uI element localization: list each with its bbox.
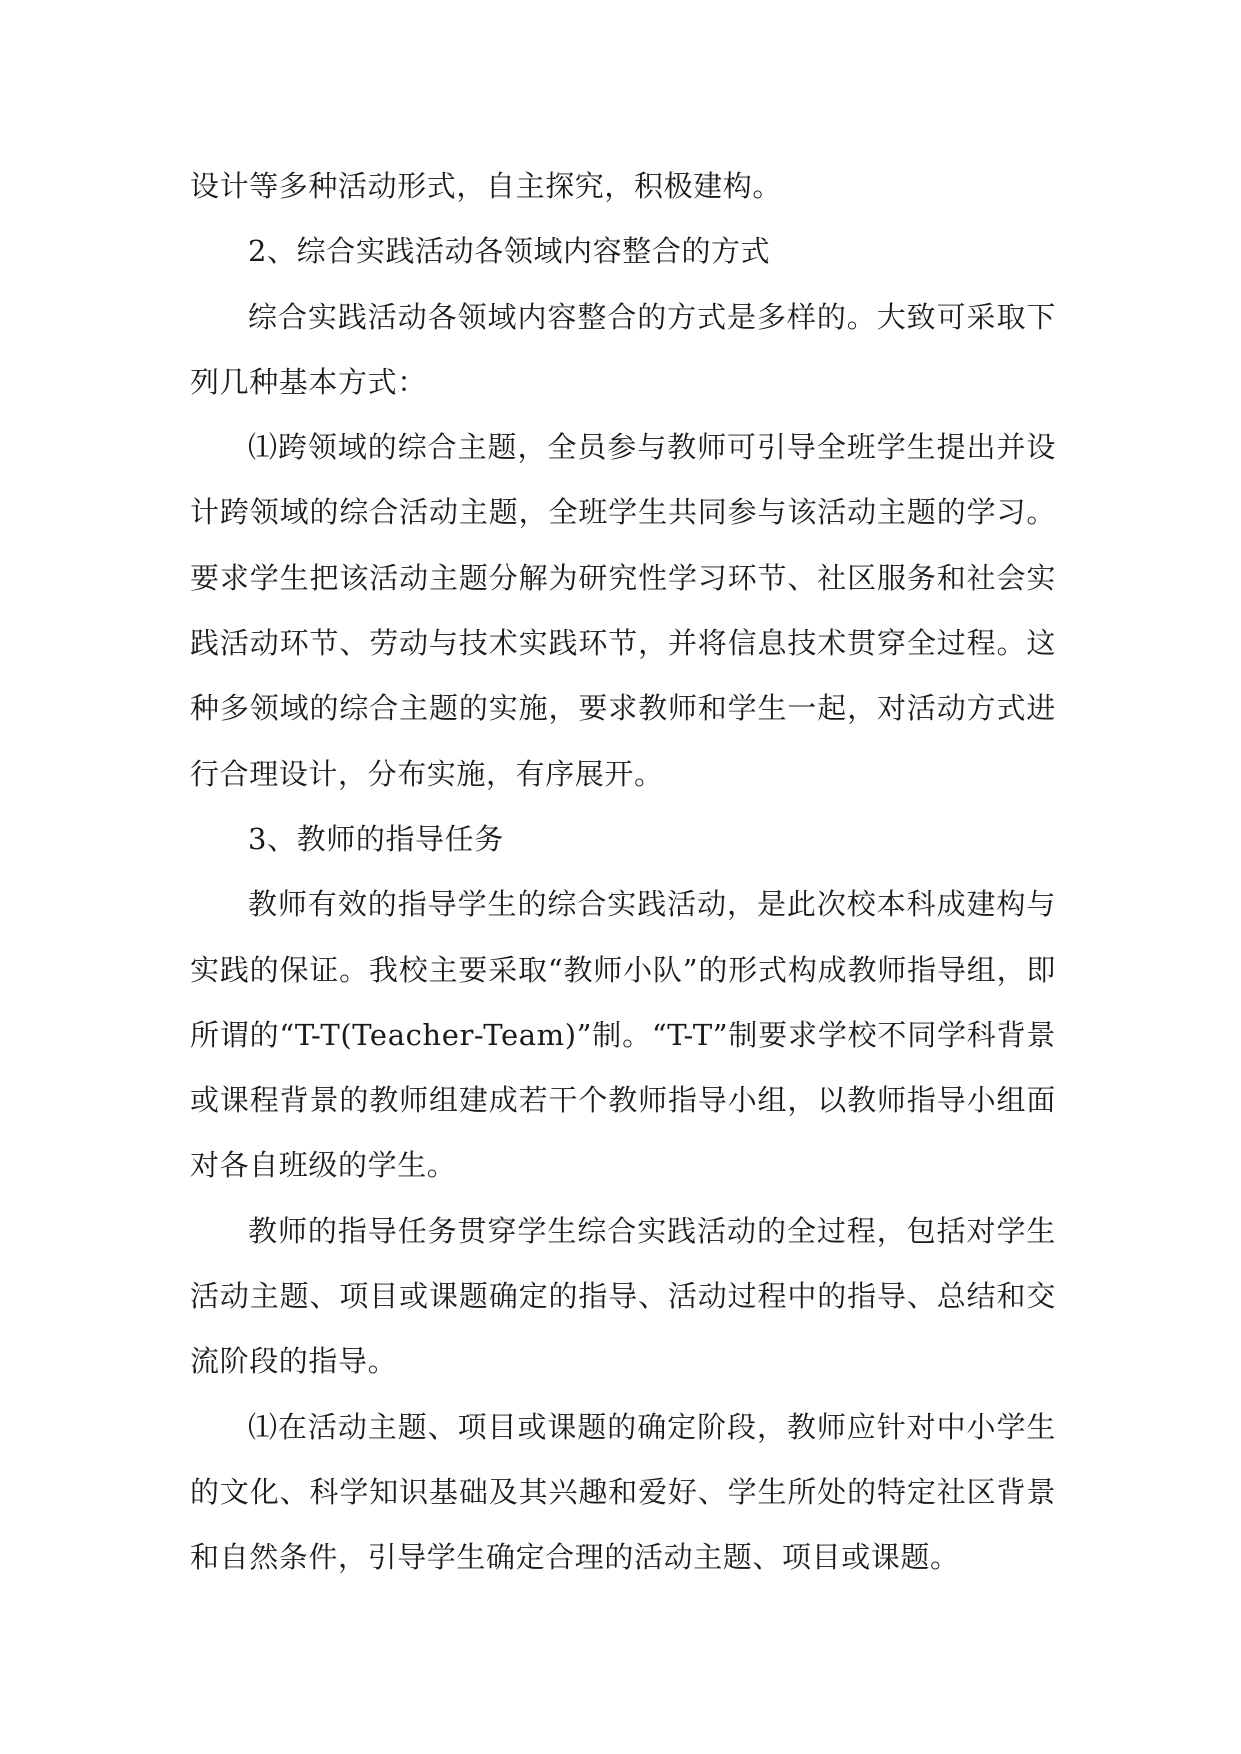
paragraph-topic-determination: ⑴在活动主题、项目或课题的确定阶段，教师应针对中小学生的文化、科学知识基础及其兴趣和爱好、学生所处的特定社区背景和自然条件，引导学生确定合理的活动主题、项目或课题。 [190,1409,1056,1575]
paragraph-cross-domain-theme: ⑴跨领域的综合主题，全员参与教师可引导全班学生提出并设计跨领域的综合活动主题，全班学生共同参与该活动主题的学习。要求学生把该活动主题分解为研究性学习环节、社区服务和社会实践活动环节、劳动与技术实践环节，并将信息技术贯穿全过程。这种多领域的综合主题的实施，要求教师和学生一起，对活动方式进行合理设计，分布实施，有序展开。 [190,430,1056,791]
document-page [190,154,1056,1591]
section-heading-3: 3、教师的指导任务 [248,821,504,856]
paragraph-continuation: 设计等多种活动形式，自主探究，积极建构。 [190,169,783,203]
paragraph-teacher-team: 教师有效的指导学生的综合实践活动，是此次校本科成建构与实践的保证。我校主要采取“教师小队”的形式构成教师指导组，即所谓的“T-T(Teacher-Team)”制。“T-T”制要求学校不同学科背景或课程背景的教师组建成若干个教师指导小组，以教师指导小组面对各自班级的学生。 [190,887,1056,1183]
section-heading-2: 2、综合实践活动各领域内容整合的方式 [248,234,771,269]
paragraph-guidance-tasks: 教师的指导任务贯穿学生综合实践活动的全过程，包括对学生活动主题、项目或课题确定的指导、活动过程中的指导、总结和交流阶段的指导。 [190,1213,1056,1379]
paragraph-integration-methods: 综合实践活动各领域内容整合的方式是多样的。大致可采取下列几种基本方式： [190,299,1056,399]
